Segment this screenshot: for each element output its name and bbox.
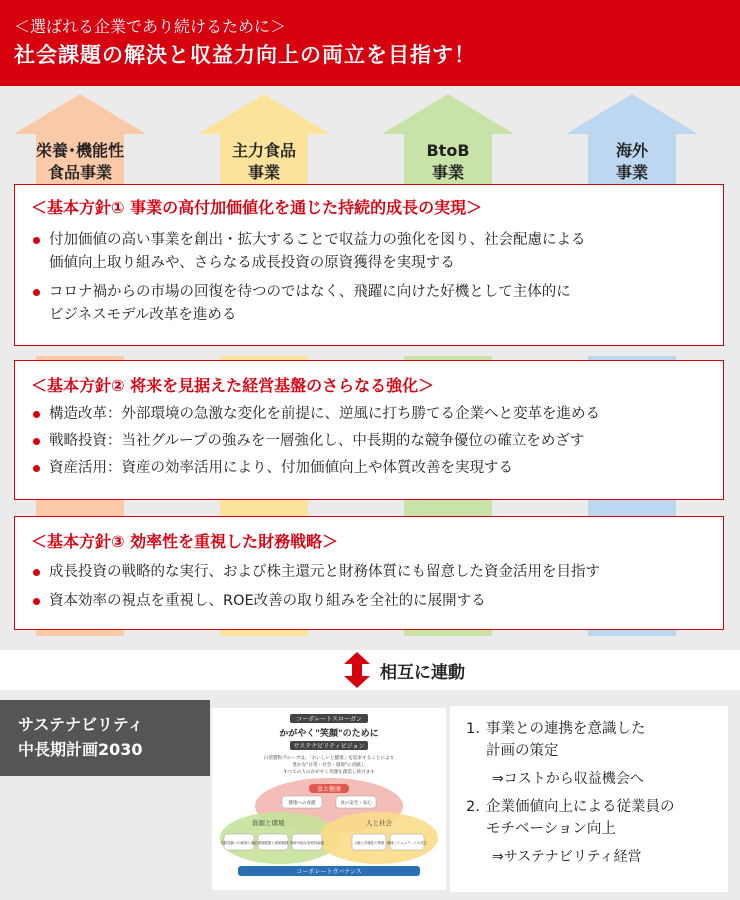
sustainability-title-box <box>0 700 210 776</box>
pill-safety-text: 食の安全・安心 <box>340 801 372 806</box>
policy-1-bullet-2: コロナ禍からの市場の回復を待つのではなく、飛躍に向けた好機として主体的に ビジネスモデル改革を進める <box>31 281 723 327</box>
governance-bar-text: コーポレートガバナンス <box>296 868 362 876</box>
arrow-overseas <box>566 94 698 190</box>
arrow-label-nutrition: 栄養･機能性 食品事業 <box>35 141 124 182</box>
arrow-btob <box>382 94 514 190</box>
arrow-label-btob: BtoB 事業 <box>426 141 470 182</box>
label-resources-text: 資源と環境 <box>252 819 285 827</box>
pill-climate-text: 気候変動への緩和と適応 <box>220 841 258 845</box>
vision-line-3: すべての人のかがやく笑顔を創造し続けます <box>283 770 375 775</box>
pill-human-rights-text: 人権と多様性の尊重 <box>353 841 385 845</box>
arrow-nutrition <box>14 94 146 190</box>
arrow-label-core-food: 主力食品 事業 <box>231 141 296 182</box>
policy-area <box>0 86 740 650</box>
vision-badge-text: サステナビリティビジョン <box>293 743 365 750</box>
policy-2-bullet-3-visible: 資産活用：資産の効率活用により、付加価値向上や体質改善を実現する <box>31 457 723 480</box>
header-banner <box>0 0 740 86</box>
slogan-text: かがやく"笑顔"のために <box>279 729 379 739</box>
vision-line-1: 日清製粉グループは、「おいしいと健康」を追求することにより <box>263 756 395 761</box>
point-1-line1: 事業との連携を意識した <box>486 721 646 737</box>
label-food-health-text: 食と健康 <box>316 786 342 793</box>
pill-community-text: 地域コミュニティとの共生 <box>386 841 428 845</box>
point-1-result: ⇒コストから収益機会へ <box>492 771 644 787</box>
policy-2-title: ＜基本方針② 将来を見据えた経営基盤のさらなる強化＞ <box>31 376 435 395</box>
arrow-label-overseas: 海外 事業 <box>615 141 648 182</box>
point-2-line2: モチベーション向上 <box>486 821 616 837</box>
point-1 <box>466 718 728 762</box>
point-1-number: 1. <box>466 721 480 737</box>
sustainability-area <box>0 690 740 900</box>
double-arrow-icon <box>344 652 370 688</box>
slogan-badge-text: コーポレートスローガン <box>296 716 362 723</box>
sustainability-diagram <box>212 708 446 890</box>
mutual-link-label: 相互に連動 <box>380 663 465 683</box>
vision-line-2: 豊かな"日常・社会・環境"に貢献し <box>292 763 366 768</box>
policy-card-2 <box>14 360 724 500</box>
policy-card-3 <box>14 516 724 630</box>
policy-card-1 <box>14 184 724 346</box>
point-2-line1: 企業価値向上による従業員の <box>486 799 675 815</box>
key-points-box <box>450 706 728 892</box>
mutual-link-row <box>0 650 740 690</box>
policy-1-title: ＜基本方針① 事業の高付加価値化を通じた持続的成長の実現＞ <box>31 198 483 217</box>
label-people-text: 人と社会 <box>366 819 392 827</box>
policy-3-bullet-2: 資本効率の視点を重視し、ROE改善の取り組みを全社的に展開する <box>31 590 723 613</box>
policy-1-bullet-1: 付加価値の高い事業を創出・拡大することで収益力の強化を図り、社会配慮による 価値向上取り組みや、さらなる成長投資の原資獲得を実現する <box>31 229 723 275</box>
policy-2-bullet-1: 構造改革：外部環境の急激な変化を前提に、逆風に打ち勝てる企業へと変革を進める <box>31 403 723 426</box>
point-2 <box>466 796 728 840</box>
pill-recycle-text: 環境配慮と資源循環 <box>257 841 289 845</box>
header-title: 社会課題の解決と収益力向上の両立を目指す！ <box>14 43 476 67</box>
sustainability-title-line2: 中長期計画2030 <box>18 740 143 759</box>
point-1-line2: 計画の策定 <box>486 743 559 759</box>
arrow-core-food <box>198 94 330 190</box>
point-2-number: 2. <box>466 799 480 815</box>
sustainability-title-line1: サステナビリティ <box>18 715 144 734</box>
point-2-result: ⇒サステナビリティ経営 <box>492 849 642 865</box>
pill-sourcing-text: 持続可能な原材料調達 <box>290 841 324 845</box>
policy-3-title: ＜基本方針③ 効率性を重視した財務戦略＞ <box>31 532 339 551</box>
policy-3-bullet-1: 成長投資の戦略的な実行、および株主還元と財務体質にも留意した資金活用を目指す <box>31 561 723 584</box>
header-subtitle: ＜選ばれる企業であり続けるために＞ <box>14 17 287 36</box>
pill-health-text: 健康への貢献 <box>288 801 316 806</box>
sustainability-diagram-graphic <box>212 708 446 890</box>
policy-2-bullet-2: 戦略投資：当社グループの強みを一層強化し、中長期的な競争優位の確立をめざす <box>31 430 723 453</box>
